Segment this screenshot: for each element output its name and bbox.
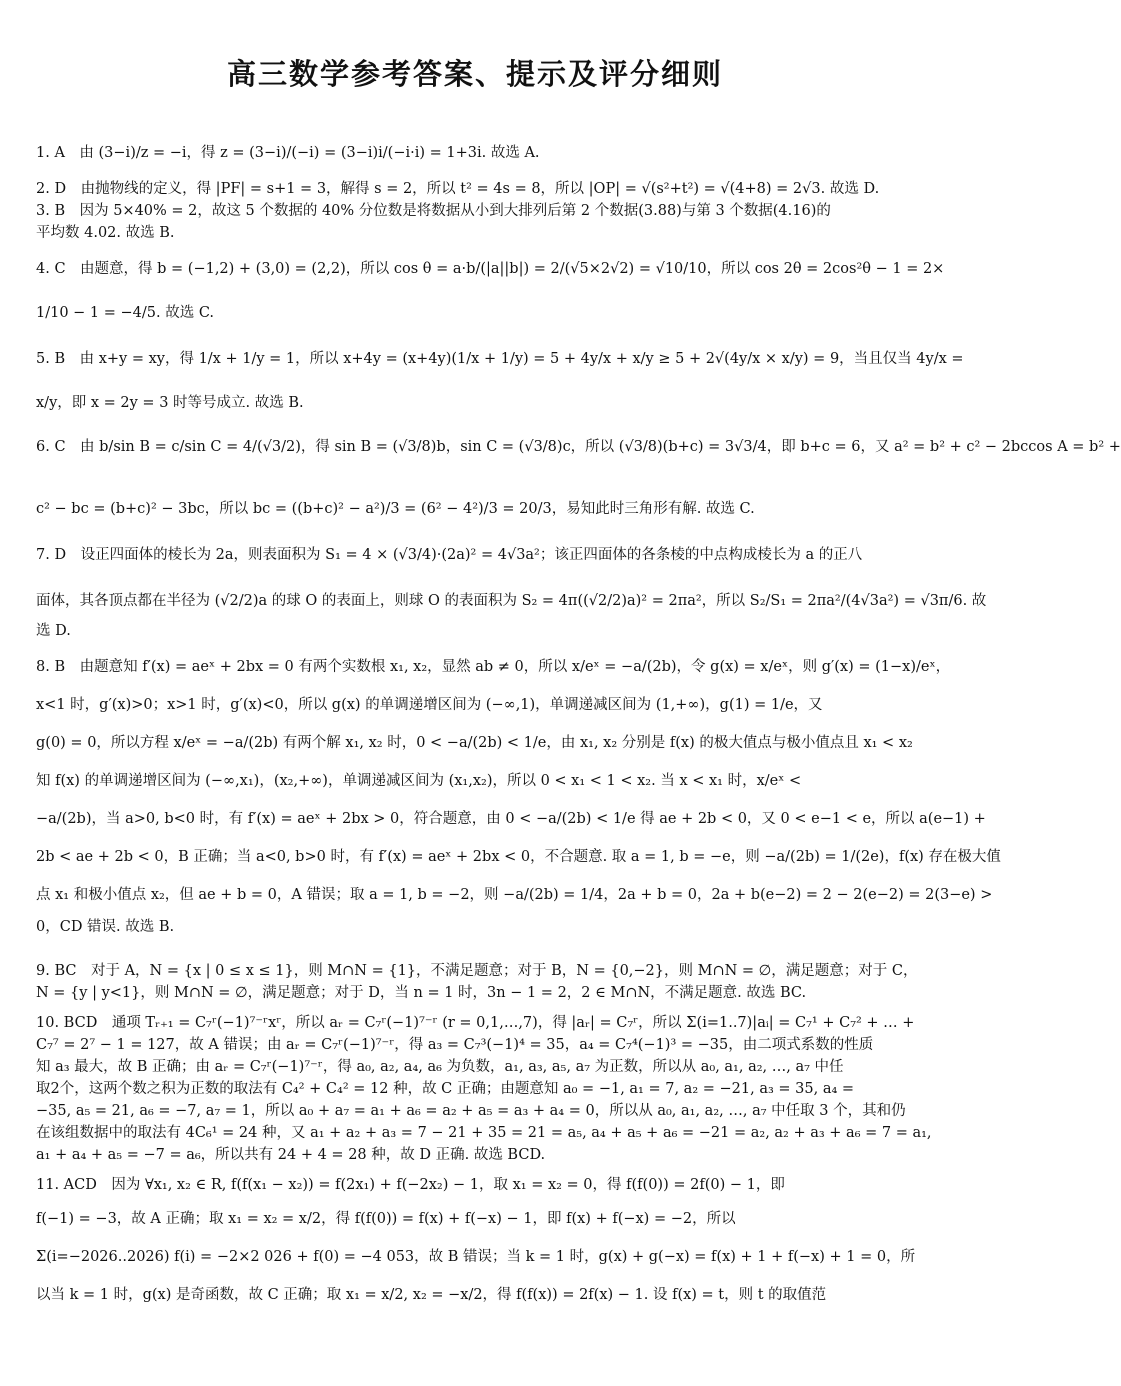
- answer-8: [36, 656, 1001, 938]
- answer-line: x/y，即 x = 2y = 3 时等号成立. 故选 B.: [36, 395, 304, 411]
- answer-line: 6. C 由 b/sin B = c/sin C = 4/(√3/2)，得 sin B = (√3/8)b，sin C = (√3/8)c，所以 (√3/8)(b+c) = 3√3/4，即 b+c = 6，又 a² = b² + c² − 2bccos A = b² +: [36, 439, 1121, 455]
- answer-6: [36, 436, 1121, 520]
- answer-line: 点 x₁ 和极小值点 x₂，但 ae + b = 0，A 错误；取 a = 1, b = −2，则 −a/(2b) = 1/4，2a + b = 0，2a + b(e−2) = 2 − 2(e−2) = 2(3−e) >: [36, 887, 993, 903]
- answer-line: 1. A 由 (3−i)/z = −i，得 z = (3−i)/(−i) = (3−i)i/(−i·i) = 1+3i. 故选 A.: [36, 145, 540, 161]
- answer-line: 在该组数据中的取法有 4C₆¹ = 24 种，又 a₁ + a₂ + a₃ = 7 − 21 + 35 = 21 = a₅, a₄ + a₅ + a₆ = −21 = a₂, a₂ + a₃ + a₆ = 7 = a₁,: [36, 1125, 932, 1141]
- answer-line: 2b < ae + 2b < 0，B 正确；当 a<0, b>0 时，有 f′(x) = aeˣ + 2bx < 0，不合题意. 取 a = 1, b = −e，则 −a/(2b) = 1/(2e)，f(x) 存在极大值: [36, 849, 1001, 865]
- answer-10: [36, 1012, 932, 1166]
- answer-line: C₇⁷ = 2⁷ − 1 = 127，故 A 错误；由 aᵣ = C₇ʳ(−1)⁷⁻ʳ，得 a₃ = C₇³(−1)⁴ = 35，a₄ = C₇⁴(−1)³ = −35，由二项式系数的性质: [36, 1037, 874, 1053]
- answer-line: 选 D.: [36, 623, 71, 639]
- answer-4: [36, 258, 945, 324]
- answer-line: g(0) = 0，所以方程 x/eˣ = −a/(2b) 有两个解 x₁, x₂ 时，0 < −a/(2b) < 1/e，由 x₁, x₂ 分别是 f(x) 的极大值点与极小值点且 x₁ < x₂: [36, 735, 913, 751]
- answer-line: 2. D 由抛物线的定义，得 |PF| = s+1 = 3，解得 s = 2，所以 t² = 4s = 8，所以 |OP| = √(s²+t²) = √(4+8) = 2√3. 故选 D.: [36, 181, 880, 197]
- answer-line: 面体，其各顶点都在半径为 (√2/2)a 的球 O 的表面上，则球 O 的表面积为 S₂ = 4π((√2/2)a)² = 2πa²，所以 S₂/S₁ = 2πa²/(4√3a²) = √3π/6. 故: [36, 593, 987, 609]
- answer-line: 11. ACD 因为 ∀x₁, x₂ ∈ R, f(f(x₁ − x₂)) = f(2x₁) + f(−2x₂) − 1，取 x₁ = x₂ = 0，得 f(f(0)) = 2f(0) − 1，即: [36, 1177, 785, 1193]
- answer-line: c² − bc = (b+c)² − 3bc，所以 bc = ((b+c)² − a²)/3 = (6² − 4²)/3 = 20/3，易知此时三角形有解. 故选 C.: [36, 501, 755, 517]
- answer-line: 知 a₃ 最大，故 B 正确；由 aᵣ = C₇ʳ(−1)⁷⁻ʳ，得 a₀, a₂, a₄, a₆ 为负数，a₁, a₃, a₅, a₇ 为正数，所以从 a₀, a₁, a₂, …, a₇ 中任: [36, 1059, 844, 1075]
- answer-line: 平均数 4.02. 故选 B.: [36, 225, 175, 241]
- answer-line: 9. BC 对于 A，N = {x | 0 ≤ x ≤ 1}，则 M∩N = {1}，不满足题意；对于 B，N = {0,−2}，则 M∩N = ∅，满足题意；对于 C，: [36, 963, 918, 979]
- answer-line: 4. C 由题意，得 b = (−1,2) + (3,0) = (2,2)，所以 cos θ = a·b/(|a||b|) = 2/(√5×2√2) = √10/10，所以 cos 2θ = 2cos²θ − 1 = 2×: [36, 261, 945, 277]
- answer-line: 0，CD 错误. 故选 B.: [36, 919, 175, 935]
- answer-line: −35, a₅ = 21, a₆ = −7, a₇ = 1，所以 a₀ + a₇ = a₁ + a₆ = a₂ + a₅ = a₃ + a₄ = 0，所以从 a₀, a₁, a₂, …, a₇ 中任取 3 个，其和仍: [36, 1103, 906, 1119]
- answer-9: [36, 960, 916, 1004]
- answer-line: x<1 时，g′(x)>0；x>1 时，g′(x)<0，所以 g(x) 的单调递增区间为 (−∞,1)，单调递减区间为 (1,+∞)，g(1) = 1/e，又: [36, 697, 823, 713]
- answer-line: 以当 k = 1 时，g(x) 是奇函数，故 C 正确；取 x₁ = x/2, x₂ = −x/2，得 f(f(x)) = 2f(x) − 1. 设 f(x) = t，则 t 的取值范: [36, 1287, 827, 1303]
- answer-line: N = {y | y<1}，则 M∩N = ∅，满足题意；对于 D，当 n = 1 时，3n − 1 = 2，2 ∈ M∩N，不满足题意. 故选 BC.: [36, 985, 807, 1001]
- answer-3: [36, 200, 916, 244]
- answer-line: 10. BCD 通项 Tᵣ₊₁ = C₇ʳ(−1)⁷⁻ʳxʳ，所以 aᵣ = C₇ʳ(−1)⁷⁻ʳ (r = 0,1,…,7)，得 |aᵣ| = C₇ʳ，所以 Σ(i=1..7)|aᵢ| = C₇¹ + C₇² + … +: [36, 1015, 915, 1031]
- answer-1: [36, 142, 916, 164]
- answer-line: 1/10 − 1 = −4/5. 故选 C.: [36, 305, 215, 321]
- answer-7: [36, 544, 987, 642]
- answer-line: f(−1) = −3，故 A 正确；取 x₁ = x₂ = x/2，得 f(f(0)) = f(x) + f(−x) − 1，即 f(x) + f(−x) = −2，所以: [36, 1211, 736, 1227]
- answer-line: Σ(i=−2026..2026) f(i) = −2×2 026 + f(0) = −4 053，故 B 错误；当 k = 1 时，g(x) + g(−x) = f(x) + 1 + f(−x) + 1 = 0，所: [36, 1249, 916, 1265]
- answer-2: [36, 178, 916, 200]
- answer-line: −a/(2b)，当 a>0, b<0 时，有 f′(x) = aeˣ + 2bx > 0，符合题意，由 0 < −a/(2b) < 1/e 得 ae + 2b < 0，又 0 < e−1 < e，所以 a(e−1) +: [36, 811, 986, 827]
- answer-line: 知 f(x) 的单调递增区间为 (−∞,x₁)，(x₂,+∞)，单调递减区间为 (x₁,x₂)，所以 0 < x₁ < 1 < x₂. 当 x < x₁ 时，x/eˣ <: [36, 773, 802, 789]
- answer-11: [36, 1174, 916, 1306]
- answer-line: 取2个，这两个数之积为正数的取法有 C₄² + C₄² = 12 种，故 C 正确；由题意知 a₀ = −1, a₁ = 7, a₂ = −21, a₃ = 35, a₄ =: [36, 1081, 855, 1097]
- answer-5: [36, 348, 964, 414]
- answer-line: 8. B 由题意知 f′(x) = aeˣ + 2bx = 0 有两个实数根 x₁, x₂，显然 ab ≠ 0，所以 x/eˣ = −a/(2b)，令 g(x) = x/eˣ，则 g′(x) = (1−x)/eˣ，: [36, 659, 951, 675]
- page-title: 高三数学参考答案、提示及评分细则: [226, 57, 723, 91]
- answer-line: a₁ + a₄ + a₅ = −7 = a₆，所以共有 24 + 4 = 28 种，故 D 正确. 故选 BCD.: [36, 1147, 546, 1163]
- answer-line: 7. D 设正四面体的棱长为 2a，则表面积为 S₁ = 4 × (√3/4)·(2a)² = 4√3a²；该正四面体的各条棱的中点构成棱长为 a 的正八: [36, 547, 863, 563]
- answer-line: 5. B 由 x+y = xy，得 1/x + 1/y = 1，所以 x+4y = (x+4y)(1/x + 1/y) = 5 + 4y/x + x/y ≥ 5 + 2√(4y/x × x/y) = 9，当且仅当 4y/x =: [36, 351, 964, 367]
- answer-line: 3. B 因为 5×40% = 2，故这 5 个数据的 40% 分位数是将数据从小到大排列后第 2 个数据(3.88)与第 3 个数据(4.16)的: [36, 203, 831, 219]
